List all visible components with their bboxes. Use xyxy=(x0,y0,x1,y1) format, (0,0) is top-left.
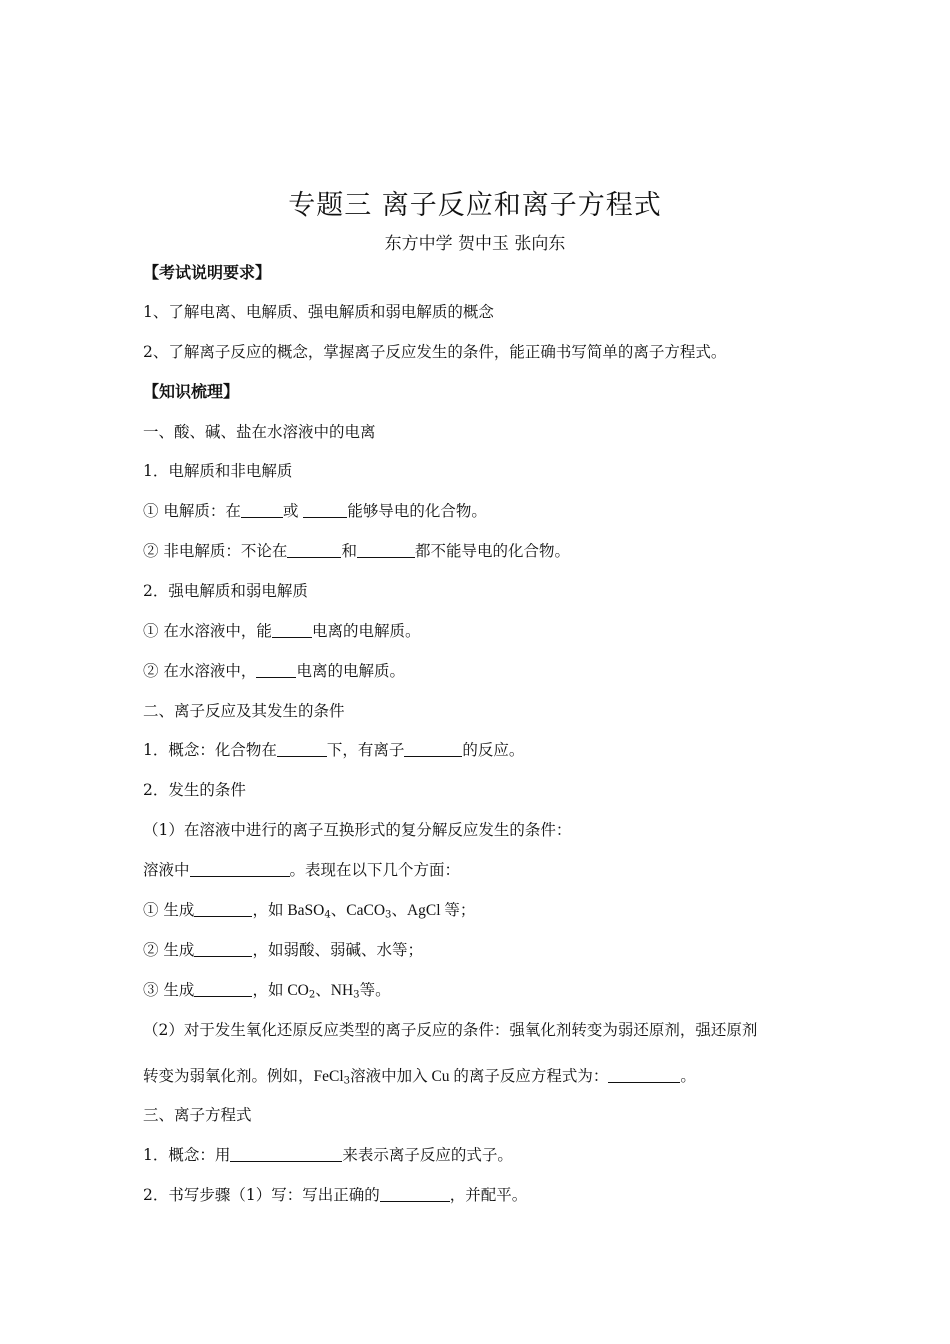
part3-heading: 三、离子方程式 xyxy=(143,1106,252,1124)
authors: 东方中学 贺中玉 张向东 xyxy=(384,234,566,254)
p2-gen-3: ③ 生成 ，如 $CO_2$、$NH_3$等。 xyxy=(143,981,391,1001)
fill-blank[interactable] xyxy=(303,502,347,519)
exam-item-1: 1、了解电离、电解质、强电解质和弱电解质的概念 xyxy=(143,303,494,321)
p2-gen-2: ② 生成 ，如弱酸、弱碱、水等； xyxy=(143,941,423,959)
fill-blank[interactable] xyxy=(241,502,283,519)
p2-1: 1．概念：化合物在 下，有离子 的反应。 xyxy=(143,741,525,759)
fill-blank[interactable] xyxy=(357,542,415,559)
p3-1: 1．概念：用 来表示离子反应的式子。 xyxy=(143,1146,513,1164)
fill-blank[interactable] xyxy=(277,741,327,758)
p2-2-1: （1）在溶液中进行的离子互换形式的复分解反应发生的条件： xyxy=(143,821,572,839)
exam-item-2: 2、了解离子反应的概念，掌握离子反应发生的条件，能正确书写简单的离子方程式。 xyxy=(143,343,727,361)
p2-2-2-line1: （2）对于发生氧化还原反应类型的离子反应的条件：强氧化剂转变为弱还原剂，强还原剂 xyxy=(143,1021,758,1039)
part1-heading: 一、酸、碱、盐在水溶液中的电离 xyxy=(143,423,376,441)
p2-gen-1: ① 生成 ，如 BaSO$_4$、CaCO$_3$、AgCl 等； xyxy=(143,901,476,921)
fill-blank[interactable] xyxy=(272,622,312,639)
fill-blank[interactable] xyxy=(287,542,341,559)
p3-2: 2．书写步骤（1）写：写出正确的 ，并配平。 xyxy=(143,1186,528,1204)
fill-blank[interactable] xyxy=(404,741,462,758)
fill-blank[interactable] xyxy=(256,662,296,679)
fill-blank[interactable] xyxy=(230,1146,342,1163)
p1-2-weak: ② 在水溶液中， 电离的电解质。 xyxy=(143,662,405,680)
p2-2: 2．发生的条件 xyxy=(143,781,246,799)
exam-requirements-heading: 【考试说明要求】 xyxy=(143,263,272,282)
knowledge-heading: 【知识梳理】 xyxy=(143,382,240,401)
p1-2-strong: ① 在水溶液中，能 电离的电解质。 xyxy=(143,622,421,640)
p1-1: 1．电解质和非电解质 xyxy=(143,462,293,480)
page-title: 专题三 离子反应和离子方程式 xyxy=(288,190,662,221)
fill-blank[interactable] xyxy=(194,941,252,958)
fill-blank[interactable] xyxy=(380,1186,450,1203)
fill-blank[interactable] xyxy=(194,981,252,998)
p2-2-2-line2: 转变为弱氧化剂。例如，FeCl$_3$溶液中加入 Cu 的离子反应方程式为： 。 xyxy=(143,1067,696,1087)
fill-blank[interactable] xyxy=(608,1067,680,1084)
fill-blank[interactable] xyxy=(194,901,252,918)
p2-2-solution: 溶液中 。表现在以下几个方面： xyxy=(143,861,461,879)
p1-2: 2．强电解质和弱电解质 xyxy=(143,582,308,600)
fill-blank[interactable] xyxy=(190,861,290,878)
p1-1-electrolyte: ① 电解质：在 或 能够导电的化合物。 xyxy=(143,502,487,520)
p1-1-nonelectrolyte: ② 非电解质：不论在 和 都不能导电的化合物。 xyxy=(143,542,570,560)
part2-heading: 二、离子反应及其发生的条件 xyxy=(143,702,345,720)
